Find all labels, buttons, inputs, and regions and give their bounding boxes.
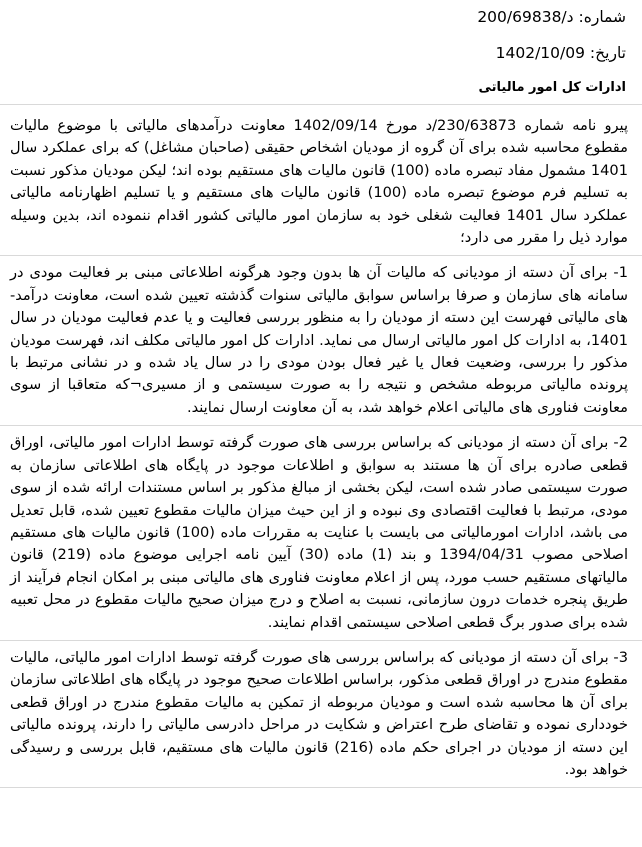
clause-3-paragraph: 3- برای آن دسته از مودیانی که براساس بررسی های صورت گرفته توسط ادارات امور مالیاتی، مالیات مقطوع مندرج در اوراق قطعی مذکور، براساس اطلاعات صحیح موجود در پایگاه های اطلاعاتی سازمان برای آن ها محاسبه شده است و مودیان مربوطه از تمکین به مالیات مقطوع مندرج در اوراق قطعی خودداری نموده و تقاضای طرح اعتراض و شکایت در مراحل دادرسی مالیاتی را دارند، پرونده مالیاتی این دسته از مودیان در اجرای حکم ماده (216) قانون مالیات های مستقیم، قابل بررسی و رسیدگی خواهد بود.	[10, 648, 628, 778]
section-divider	[0, 425, 642, 426]
section-divider	[0, 104, 642, 105]
letter-date-label: تاریخ:	[589, 44, 626, 62]
clause-2-paragraph: 2- برای آن دسته از مودیانی که براساس بررسی های صورت گرفته توسط ادارات امور مالیاتی، اوراق قطعی صادره برای آن ها مستند به سوابق و اطلاعات موجود در پایگاه های اطلاعاتی سازمان به صورت سیستمی صادر شده است، لیکن بخشی از مبالغ مذکور بر اساس مستندات ارائه شده از سوی مودی، مرتبط با فعالیت اقتصادی وی نبوده و از این حیث میزان مالیات مقطوع تعیین شده، قابل تعدیل می باشد، ادارات امورمالیاتی می بایست با عنایت به مقررات ماده (100) قانون مالیات های مستقیم اصلاحی مصوب 1394/04/31 و بند (1) ماده (30) آیین نامه اجرایی موضوع ماده (219) قانون مالیاتهای مستقیم حسب مورد، پس از اعلام معاونت فناوری های مالیاتی مبنی بر امکان انجام فرآیند از طریق پنجره خدمات درون سازمانی، نسبت به اصلاح و درج میزان صحیح مالیات مقطوع در محل تعبیه شده برای صدور برگ قطعی اصلاحی سیستمی اقدام نمایند.	[10, 434, 629, 631]
letter-date	[10, 42, 628, 64]
clause-1-paragraph: 1- برای آن دسته از مودیانی که مالیات آن ها بدون وجود هرگونه اطلاعاتی مبنی بر فعالیت مودی در سامانه های سازمان و صرفا براساس سوابق مالیاتی سنوات گذشته تعیین شده است، معاونت درآمد-های مالیاتی فهرست این دسته از مودیان را به منظور بررسی فعالیت و یا عدم فعالیت مودیان در سال 1401، به ادارات کل امور مالیاتی ارسال می نماید. ادارات کل امور مالیاتی مکلف اند، فهرست مودیان مذکور را بررسی، وضعیت فعال یا غیر فعال بودن مودی را در سال یاد شده و در نشانی مرتبط با پرونده مالیاتی مربوطه مشخص و نتیجه را به صورت سیستمی و از مسیری¬که متعاقبا از سوی معاونت فناوری های مالیاتی اعلام خواهد شد، به آن معاونت ارسال نمایند.	[10, 264, 628, 416]
letter-number-value: 200/69838/د	[477, 8, 574, 26]
recipient-heading: ادارات کل امور مالیاتی	[478, 80, 626, 95]
section-divider	[0, 787, 642, 788]
letter-number	[10, 0, 628, 28]
intro-paragraph: پیرو نامه شماره 230/63873/د مورخ 1402/09/14 معاونت درآمدهای مالیاتی با موضوع مالیات مقطوع محاسبه شده برای آن گروه از مودیان اشخاص حقیقی (صاحبان مشاغل) که برای عملکرد سال 1401 مشمول مفاد تبصره ماده (100) قانون مالیات های مستقیم بوده اند؛ لیکن مودیان مذکور نسبت به تسلیم فرم موضوع تبصره ماده (100) قانون مالیات های مستقیم و یا تسلیم اظهارنامه مالیاتی عملکرد سال 1401 فعالیت شغلی خود به سازمان امور مالیاتی کشور اقدام ننموده اند، بدین وسیله موارد ذیل را مقرر می دارد؛	[10, 117, 629, 247]
section-divider	[0, 640, 642, 641]
letter-number-label: شماره:	[578, 8, 626, 26]
section-divider	[0, 255, 642, 256]
letter-date-value: 1402/10/09	[495, 44, 585, 62]
